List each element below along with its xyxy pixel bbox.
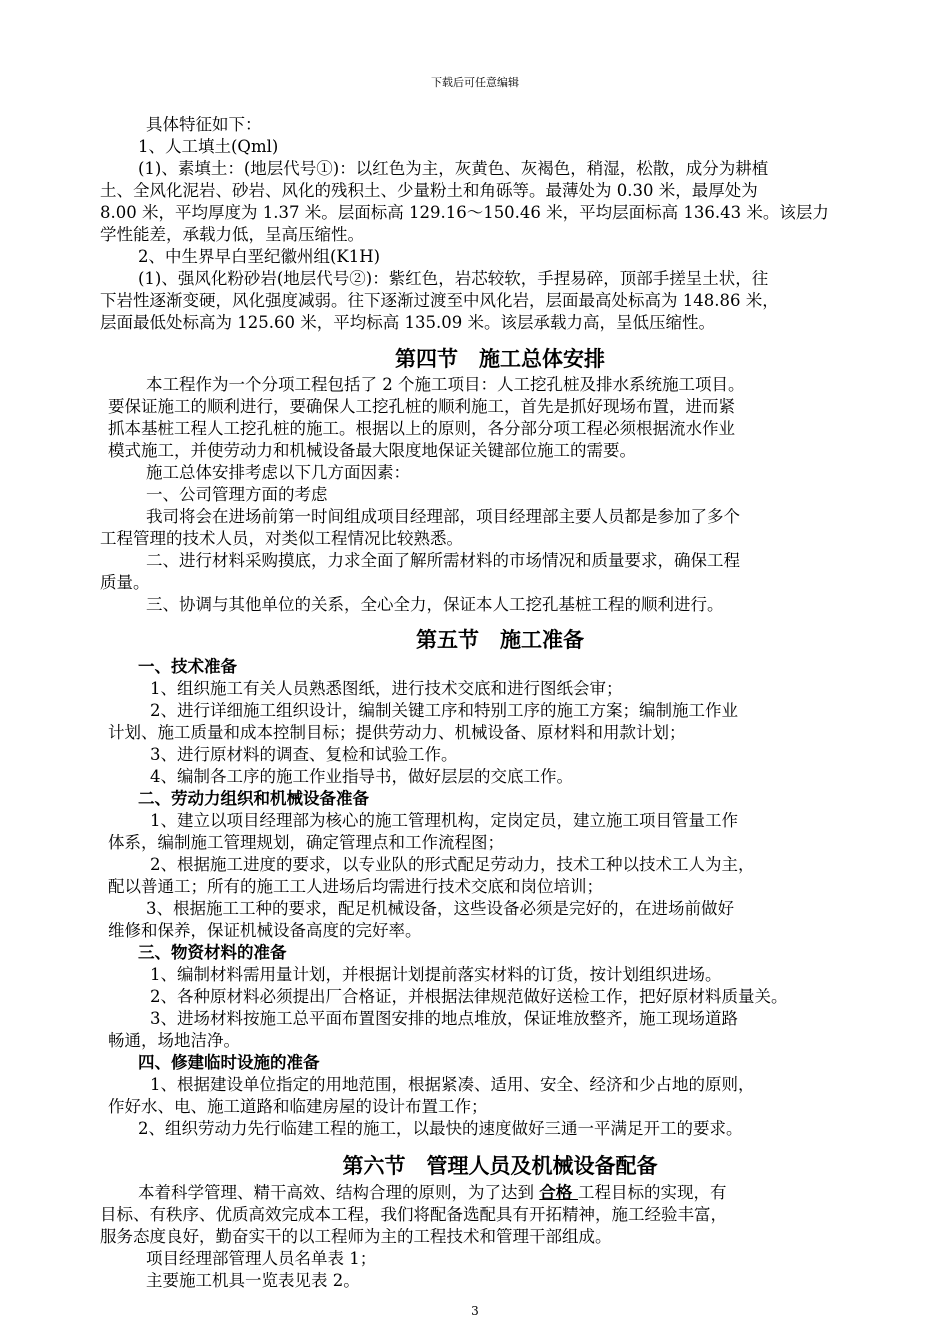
section4-line: 抓本基桩工程人工挖孔桩的施工。根据以上的原则，各分部分项工程必须根据流水作业 <box>108 419 735 438</box>
section5-line: 1、根据建设单位指定的用地范围，根据紧凑、适用、安全、经济和少占地的原则， <box>150 1075 755 1094</box>
geology-line: 层面最低处标高为 125.60 米，平均标高 135.09 米。该层承载力高，呈低压缩性。 <box>100 313 715 332</box>
section4-line: 三、协调与其他单位的关系，全心全力，保证本人工挖孔基桩工程的顺利进行。 <box>146 595 724 614</box>
section4-line: 二、进行材料采购摸底，力求全面了解所需材料的市场情况和质量要求，确保工程 <box>146 551 740 570</box>
section4-line: 我司将会在进场前第一时间组成项目经理部，项目经理部主要人员都是参加了多个 <box>146 507 740 526</box>
quality-target: 合格 <box>539 1183 578 1202</box>
geology-line: (1)、强风化粉砂岩(地层代号②)：紫红色，岩芯较软，手捏易碎，顶部手搓呈土状，往 <box>138 269 769 288</box>
section5-line: 1、编制材料需用量计划，并根据计划提前落实材料的订货，按计划组织进场。 <box>150 965 722 984</box>
section6-text: 工程目标的实现，有 <box>578 1183 727 1202</box>
section4-title: 第四节 施工总体安排 <box>395 346 605 371</box>
section5-line: 3、进行原材料的调查、复检和试验工作。 <box>150 745 458 764</box>
section6-line: 项目经理部管理人员名单表 1； <box>146 1249 377 1268</box>
section5-title: 第五节 施工准备 <box>416 627 584 652</box>
page-header: 下载后可任意编辑 <box>431 76 519 89</box>
section5-line: 畅通，场地洁净。 <box>108 1031 240 1050</box>
page-number: 3 <box>471 1304 479 1318</box>
section6-line: 目标、有秩序、优质高效完成本工程，我们将配备选配具有开拓精神，施工经验丰富， <box>100 1205 727 1224</box>
section5-line: 4、编制各工序的施工作业指导书，做好层层的交底工作。 <box>150 767 573 786</box>
section4-line: 本工程作为一个分项工程包括了 2 个施工项目：人工挖孔桩及排水系统施工项目。 <box>146 375 745 394</box>
section5-subheading: 三、物资材料的准备 <box>138 943 287 962</box>
section5-line: 维修和保养，保证机械设备高度的完好率。 <box>108 921 422 940</box>
geology-line: (1)、素填土：(地层代号①)：以红色为主，灰黄色、灰褐色，稍湿，松散，成分为耕植 <box>138 159 769 178</box>
section4-line: 模式施工，并使劳动力和机械设备最大限度地保证关键部位施工的需要。 <box>108 441 636 460</box>
section4-line: 施工总体安排考虑以下几方面因素： <box>146 463 410 482</box>
section5-line: 计划、施工质量和成本控制目标；提供劳动力、机械设备、原材料和用款计划； <box>108 723 686 742</box>
geology-line: 下岩性逐渐变硬，风化强度减弱。往下逐渐过渡至中风化岩，层面最高处标高为 148.86 米， <box>100 291 779 310</box>
section6-line: 服务态度良好，勤奋实干的以工程师为主的工程技术和管理干部组成。 <box>100 1227 612 1246</box>
geology-line: 2、中生界早白垩纪徽州组(K1H) <box>138 247 381 266</box>
section5-line: 1、组织施工有关人员熟悉图纸，进行技术交底和进行图纸会审； <box>150 679 623 698</box>
section5-subheading: 一、技术准备 <box>138 657 237 676</box>
geology-line: 8.00 米，平均厚度为 1.37 米。层面标高 129.16～150.46 米，平均层面标高 136.43 米。该层力 <box>100 203 829 222</box>
section4-line: 质量。 <box>100 573 150 592</box>
section5-line: 2、组织劳动力先行临建工程的施工，以最快的速度做好三通一平满足开工的要求。 <box>138 1119 743 1138</box>
section5-line: 3、根据施工工种的要求，配足机械设备，这些设备必须是完好的，在进场前做好 <box>146 899 734 918</box>
geology-line: 土、全风化泥岩、砂岩、风化的残积土、少量粉土和角砾等。最薄处为 0.30 米，最厚处为 <box>100 181 758 200</box>
section6-line: 主要施工机具一览表见表 2。 <box>146 1271 360 1290</box>
section5-line: 配以普通工；所有的施工工人进场后均需进行技术交底和岗位培训； <box>108 877 603 896</box>
section5-line: 2、各种原材料必须提出厂合格证，并根据法律规范做好送检工作，把好原材料质量关。 <box>150 987 788 1006</box>
section5-line: 3、进场材料按施工总平面布置图安排的地点堆放，保证堆放整齐，施工现场道路 <box>150 1009 738 1028</box>
geology-line: 学性能差，承载力低，呈高压缩性。 <box>100 225 364 244</box>
section5-line: 1、建立以项目经理部为核心的施工管理机构，定岗定员，建立施工项目管量工作 <box>150 811 738 830</box>
section5-line: 2、根据施工进度的要求，以专业队的形式配足劳动力，技术工种以技术工人为主， <box>150 855 755 874</box>
section4-line: 一、公司管理方面的考虑 <box>146 485 328 504</box>
section5-line: 体系，编制施工管理规划，确定管理点和工作流程图； <box>108 833 504 852</box>
section6-title: 第六节 管理人员及机械设备配备 <box>342 1153 658 1178</box>
section6-line <box>138 1182 727 1204</box>
section5-subheading: 二、劳动力组织和机械设备准备 <box>138 789 369 808</box>
section6-text: 本着科学管理、精干高效、结构合理的原则，为了达到 <box>138 1183 540 1202</box>
geology-line: 1、人工填土(Qml) <box>138 137 279 156</box>
section5-subheading: 四、修建临时设施的准备 <box>138 1053 320 1072</box>
section4-line: 要保证施工的顺利进行，要确保人工挖孔桩的顺利施工，首先是抓好现场布置，进而紧 <box>108 397 735 416</box>
section5-line: 作好水、电、施工道路和临建房屋的设计布置工作； <box>108 1097 488 1116</box>
section4-line: 工程管理的技术人员，对类似工程情况比较熟悉。 <box>100 529 463 548</box>
section5-line: 2、进行详细施工组织设计，编制关键工序和特别工序的施工方案；编制施工作业 <box>150 701 738 720</box>
geology-line: 具体特征如下： <box>146 115 262 134</box>
